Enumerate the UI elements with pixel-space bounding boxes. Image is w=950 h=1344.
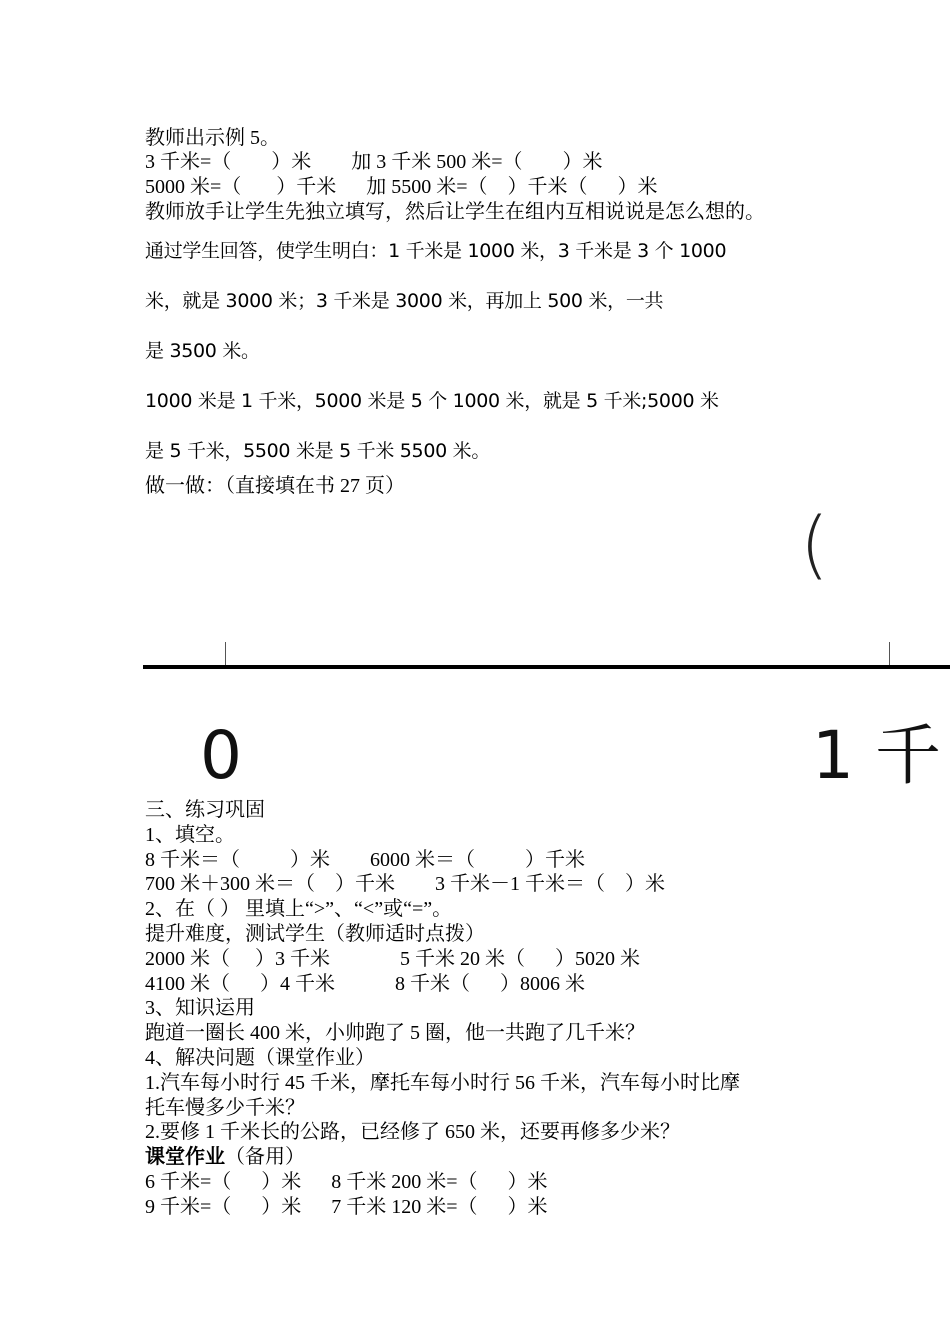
question-2-row-2: 4100 米（ ）4 千米 8 千米（ ）8006 米 bbox=[145, 973, 585, 995]
question-3-title: 3、知识运用 bbox=[145, 997, 255, 1019]
example-row-2: 5000 米=（ ）千米 加 5500 米=（ ）千米（ ）米 bbox=[145, 176, 658, 198]
question-4-item-1b: 托车慢多少千米？ bbox=[145, 1097, 305, 1119]
example-intro: 教师出示例 5。 bbox=[145, 127, 280, 149]
question-4-item-2: 2.要修 1 千米长的公路，已经修了 650 米，还要再修多少米？ bbox=[145, 1121, 680, 1143]
number-line-tick-zero bbox=[225, 642, 226, 666]
question-2-note: 提升难度，测试学生（教师适时点拨） bbox=[145, 923, 485, 945]
question-1-row-1: 8 千米＝（ ）米 6000 米＝（ ）千米 bbox=[145, 849, 585, 871]
number-line-label-zero: 0 bbox=[200, 717, 242, 794]
question-4-item-1a: 1.汽车每小时行 45 千米，摩托车每小时行 56 千米，汽车每小时比摩 bbox=[145, 1072, 740, 1094]
explanation-line-5: 是 5 千米，5500 米是 5 千米 5500 米。 bbox=[145, 440, 491, 462]
question-2-row-1: 2000 米（ ）3 千米 5 千米 20 米（ ）5020 米 bbox=[145, 948, 640, 970]
homework-heading-note: （备用） bbox=[225, 1146, 305, 1168]
homework-heading bbox=[145, 1145, 305, 1169]
try-it-heading: 做一做：（直接填在书 27 页） bbox=[145, 475, 405, 497]
question-3-text: 跑道一圈长 400 米，小帅跑了 5 圈，他一共跑了几千米？ bbox=[145, 1022, 645, 1044]
homework-row-2: 9 千米=（ ）米 7 千米 120 米=（ ）米 bbox=[145, 1196, 548, 1218]
figure-paren: ( bbox=[800, 502, 829, 588]
question-1-row-2: 700 米＋300 米＝（ ）千米 3 千米－1 千米＝（ ）米 bbox=[145, 873, 665, 895]
explanation-line-4: 1000 米是 1 千米，5000 米是 5 个 1000 米，就是 5 千米;5000 米 bbox=[145, 390, 719, 412]
explanation-line-3: 是 3500 米。 bbox=[145, 340, 260, 362]
explanation-line-1: 通过学生回答，使学生明白：1 千米是 1000 米，3 千米是 3 个 1000 bbox=[145, 240, 727, 262]
number-line-axis bbox=[143, 665, 950, 669]
homework-heading-bold: 课堂作业 bbox=[145, 1146, 225, 1168]
number-line-tick-one bbox=[889, 642, 890, 666]
question-2-title: 2、在（ ） 里填上“>”、“<”或“=”。 bbox=[145, 898, 453, 920]
number-line-label-one: 1 千 bbox=[812, 717, 941, 794]
homework-row-1: 6 千米=（ ）米 8 千米 200 米=（ ）米 bbox=[145, 1171, 548, 1193]
example-instruction: 教师放手让学生先独立填写，然后让学生在组内互相说说是怎么想的。 bbox=[145, 201, 765, 223]
example-row-1: 3 千米=（ ）米 加 3 千米 500 米=（ ）米 bbox=[145, 151, 603, 173]
explanation-line-2: 米，就是 3000 米；3 千米是 3000 米，再加上 500 米，一共 bbox=[145, 290, 664, 312]
practice-heading: 三、练习巩固 bbox=[145, 799, 265, 821]
question-4-title: 4、解决问题（课堂作业） bbox=[145, 1047, 375, 1069]
question-1-title: 1、填空。 bbox=[145, 824, 235, 846]
